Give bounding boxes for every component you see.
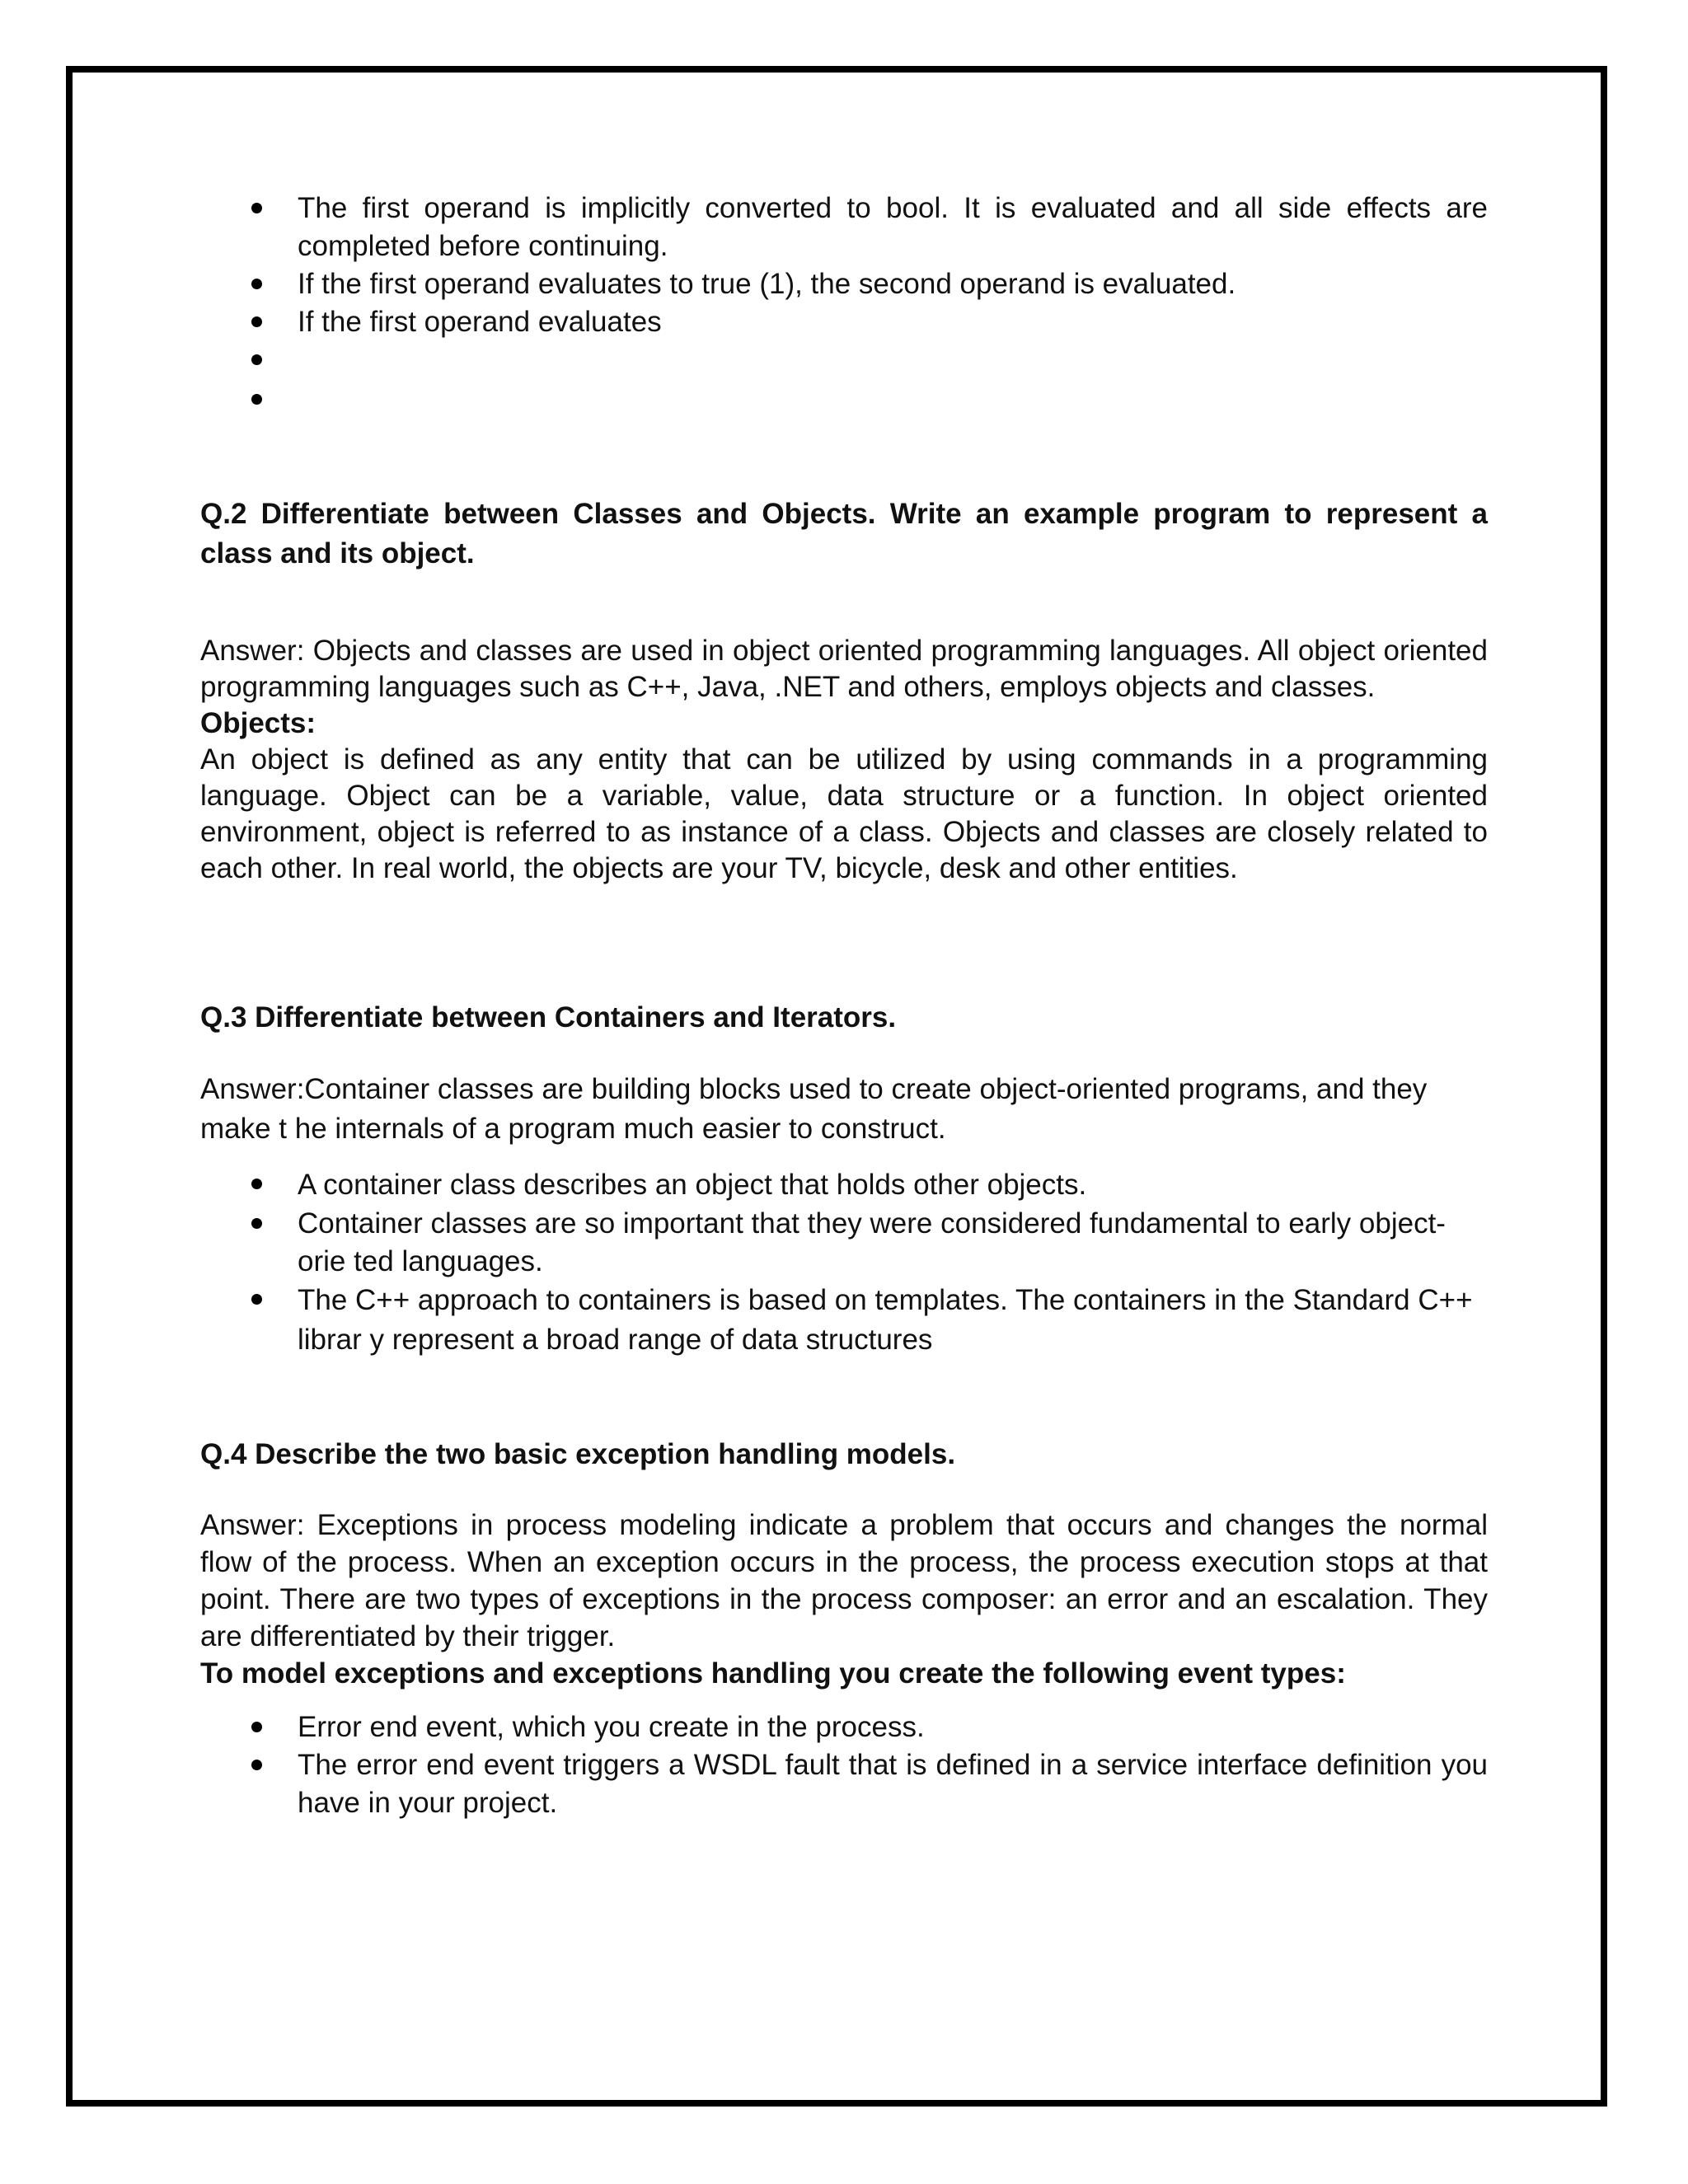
q2-answer: Answer: Objects and classes are used in object oriented programming languages. All object oriented programming languages such as C++, Java, .NET and others, employs objects and classes.: [200, 635, 1488, 703]
objects-heading: Objects:: [200, 707, 316, 739]
document-body: [200, 190, 1488, 1822]
bullet-icon: [251, 279, 262, 289]
bullet-icon: [251, 316, 262, 327]
bullet-icon: [251, 394, 262, 405]
bullet-icon: [251, 1722, 262, 1732]
q4-answer: Answer: Exceptions in process modeling indicate a problem that occurs and changes the normal flow of the process. When an exception occurs in the process, the process execution stops at that point. There are two types of exceptions in the process composer: an error and an escalation. They are differentiated by their trigger.: [200, 1509, 1488, 1652]
model-events-heading: To model exceptions and exceptions handling you create the following event types:: [200, 1657, 1346, 1690]
q3-bullet-list: [200, 1165, 1488, 1360]
list-item: Container classes are so important that they were considered fundamental to early object-orie ted languages.: [200, 1205, 1488, 1281]
q2-heading: Q.2 Differentiate between Classes and Objects. Write an example program to represent a class and its object.: [200, 498, 1488, 569]
bullet-icon: [251, 354, 262, 365]
bullet-icon: [251, 1760, 262, 1770]
bullet-icon: [251, 1294, 262, 1305]
q4-heading: Q.4 Describe the two basic exception handling models.: [200, 1438, 956, 1470]
list-item: [200, 341, 1488, 381]
list-item: The first operand is implicitly converted to bool. It is evaluated and all side effects are completed before continuing.: [200, 190, 1488, 265]
q3-answer: Answer:Container classes are building blocks used to create object-oriented programs, and they make t he internals of a program much easier to construct.: [200, 1073, 1428, 1145]
intro-bullet-list: [200, 190, 1488, 420]
list-item: The error end event triggers a WSDL fault that is defined in a service interface definition you have in your project.: [200, 1746, 1488, 1822]
bullet-icon: [251, 1218, 262, 1229]
q4-bullet-list: [200, 1708, 1488, 1822]
list-item: The C++ approach to containers is based on templates. The containers in the Standard C++ librar y represent a broad range of data structures: [200, 1281, 1488, 1360]
bullet-icon: [251, 1179, 262, 1189]
list-item: Error end event, which you create in the process.: [200, 1708, 1488, 1746]
list-item: If the first operand evaluates: [200, 303, 1488, 341]
objects-paragraph: An object is defined as any entity that can be utilized by using commands in a programming language. Object can be a variable, value, data structure or a function. In object oriented environment, object is referred to as instance of a class. Objects and classes are closely related to each other. In real world, the objects are your TV, bicycle, desk and other entities.: [200, 743, 1488, 884]
list-item: [200, 381, 1488, 420]
list-item: A container class describes an object that holds other objects.: [200, 1165, 1488, 1205]
q3-heading: Q.3 Differentiate between Containers and Iterators.: [200, 1001, 897, 1033]
list-item: If the first operand evaluates to true (1), the second operand is evaluated.: [200, 265, 1488, 303]
bullet-icon: [251, 203, 262, 213]
